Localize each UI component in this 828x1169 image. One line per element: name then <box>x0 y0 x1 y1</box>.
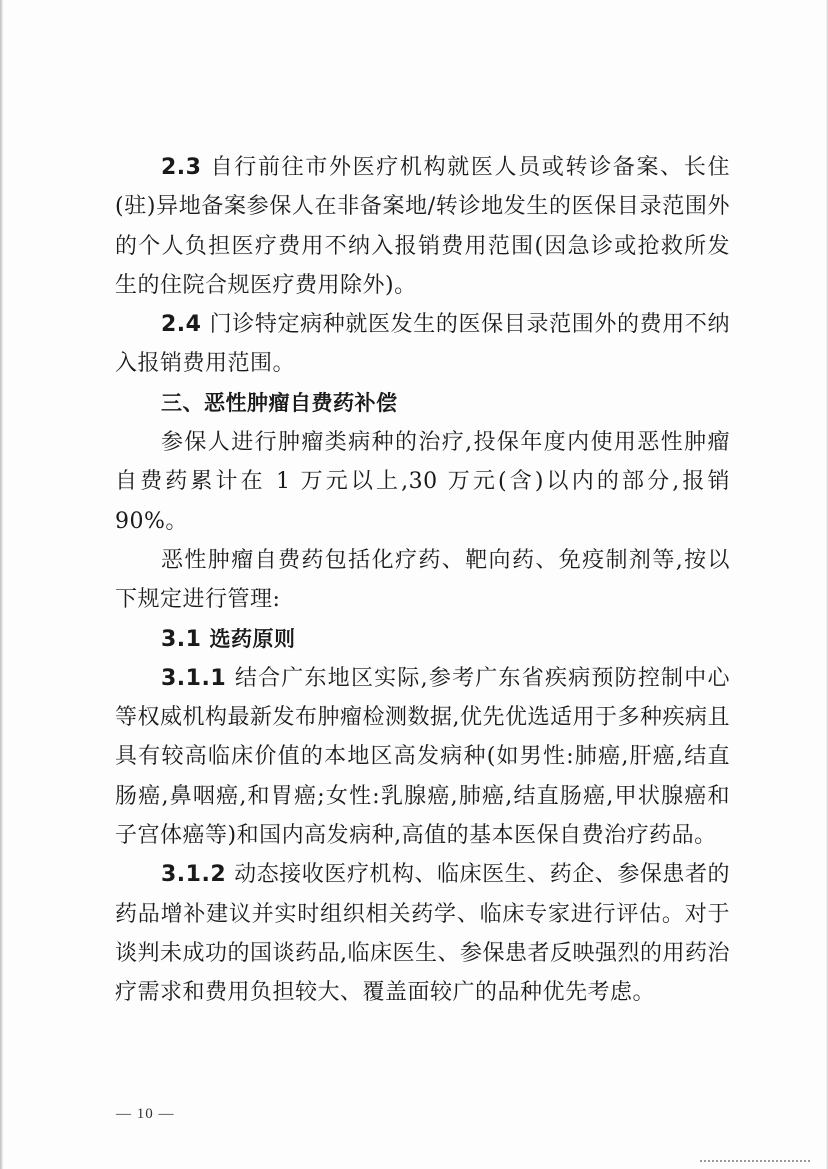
section-number: 3.1.2 <box>161 862 227 888</box>
paragraph-text: 参保人进行肿瘤类病种的治疗,投保年度内使用恶性肿瘤自费药累计在 1 万元以上,30 万元(含)以内的部分,报销 90%。 <box>115 430 730 534</box>
section-heading-3 <box>115 384 730 423</box>
section-number: 2.4 <box>161 312 202 338</box>
scan-artifact <box>700 1160 810 1164</box>
paragraph-text: 恶性肿瘤自费药包括化疗药、靶向药、免疫制剂等,按以下规定进行管理: <box>115 547 730 613</box>
section-number: 3.1.1 <box>161 665 227 691</box>
paragraph-text: 自行前往市外医疗机构就医人员或转诊备案、长住(驻)异地备案参保人在非备案地/转诊地发生的医保目录范围外的个人负担医疗费用不纳入报销费用范围(因急诊或抢救所发生的住院合规医疗费用除外)。 <box>115 155 730 298</box>
scan-left-edge <box>0 0 3 1169</box>
paragraph-2-4 <box>115 305 730 384</box>
paragraph-3-1-1 <box>115 659 730 855</box>
document-body <box>115 148 730 1013</box>
subheading-3-1 <box>115 620 730 659</box>
heading-text: 选药原则 <box>209 626 296 651</box>
paragraph-text: 动态接收医疗机构、临床医生、药企、参保患者的药品增补建议并实时组织相关药学、临床专家进行评估。对于谈判未成功的国谈药品,临床医生、参保患者反映强烈的用药治疗需求和费用负担较大、覆盖面较广的品种优先考虑。 <box>115 862 730 1006</box>
paragraph-text: 门诊特定病种就医发生的医保目录范围外的费用不纳入报销费用范围。 <box>115 312 730 377</box>
paragraph-reimbursement <box>115 423 730 541</box>
paragraph-2-3 <box>115 148 730 305</box>
page-number: — 10 — <box>116 1106 175 1122</box>
paragraph-management <box>115 541 730 620</box>
paragraph-text: 结合广东地区实际,参考广东省疾病预防控制中心等权威机构最新发布肿瘤检测数据,优先优选适用于多种疾病且具有较高临床价值的本地区高发病种(如男性:肺癌,肝癌,结直肠癌,鼻咽癌,和胃癌;女性:乳腺癌,肺癌,结直肠癌,甲状腺癌和子宫体癌等)和国内高发病种,高值的基本医保自费治疗药品。 <box>115 665 730 849</box>
heading-text: 三、恶性肿瘤自费药补偿 <box>161 390 398 415</box>
paragraph-3-1-2 <box>115 855 730 1012</box>
section-number: 3.1 <box>161 626 202 652</box>
section-number: 2.3 <box>161 155 202 180</box>
